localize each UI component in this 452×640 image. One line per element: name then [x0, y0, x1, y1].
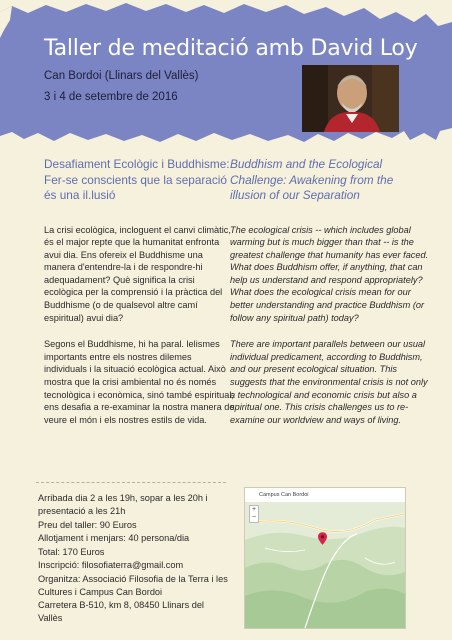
english-heading: Buddhism and the Ecological Challenge: Awakening from the illusion of our Separation	[230, 157, 394, 202]
speaker-portrait	[302, 65, 399, 132]
info-accommodation: Allotjament i menjars: 40 persona/dia	[38, 533, 190, 543]
info-arrival: Arribada dia 2 a les 19h, sopar a les 20h i presentació a les 21h	[38, 493, 208, 516]
english-paragraph-1: The ecological crisis -- which includes global warming but is much bigger than that -- is the greatest challenge that humanity has ever faced. What does Buddhism offer, if anything, that can help us understand and respond appropriately? What does the ecological crisis mean for our better understanding and practice Buddhism (or follow any spiritual path) today?	[230, 224, 429, 323]
zoom-out-button[interactable]: −	[251, 514, 257, 521]
catalan-paragraph-1: La crisi ecològica, incloguent el canvi climàtic, és el major repte que la humanitat enfronta avui dia. Ens ofereix el Buddhisme una manera d'entendre-la i de respondre-hi adequadament? Què significa la crisi ecològica per la comprensió i la pràctica del Buddhisme (o de qualsevol altre camí espiritual) avui dia?	[44, 224, 231, 323]
catalan-heading: Desafiament Ecològic i Buddhisme: Fer-se conscients que la separació és una il.lusió	[44, 157, 230, 202]
catalan-column	[44, 157, 236, 440]
map-title: Campus Can Bordoi	[245, 488, 405, 502]
catalan-paragraph-2: Segons el Buddhisme, hi ha paral. lelismes importants entre els nostres dilemes individuals i la situació ecològica actual. Això mostra que la crisi ambiental no és només tecnològica i econòmica, sinó també espiritual; ens desafia a re-examinar la nostra manera de veure el món i els nostres estils de vida.	[44, 339, 235, 425]
map-zoom-control[interactable]	[249, 505, 259, 523]
venue-text: Can Bordoi (Llinars del Vallès)	[44, 70, 199, 82]
english-paragraph-2: There are important parallels between our usual individual predicament, according to Buddhism, and our present ecological situation. This suggests that the environmental crisis is not only a technological and economic crisis but also a spiritual one. This crisis challenges us to re-examine our worldview and ways of living.	[230, 339, 428, 425]
info-address: Carretera B-510, km 8, 08450 Llinars del Vallès	[38, 600, 204, 623]
zoom-in-button[interactable]: +	[251, 506, 257, 513]
info-price: Preu del taller: 90 Euros	[38, 519, 137, 530]
info-registration: Inscripció: filosofiaterra@gmail.com	[38, 560, 184, 570]
location-map[interactable]	[244, 487, 406, 629]
practical-info-list	[38, 492, 228, 626]
page-title: Taller de meditació amb David Loy	[44, 36, 418, 61]
info-organizer: Organitza: Associació Filosofia de la Terra i les Cultures i Campus Can Bordoi	[38, 573, 228, 597]
dates-text: 3 i 4 de setembre de 2016	[44, 91, 178, 103]
map-pin-icon[interactable]	[318, 532, 327, 545]
info-divider	[36, 482, 226, 483]
info-total: Total: 170 Euros	[38, 546, 105, 557]
english-column	[230, 157, 430, 440]
